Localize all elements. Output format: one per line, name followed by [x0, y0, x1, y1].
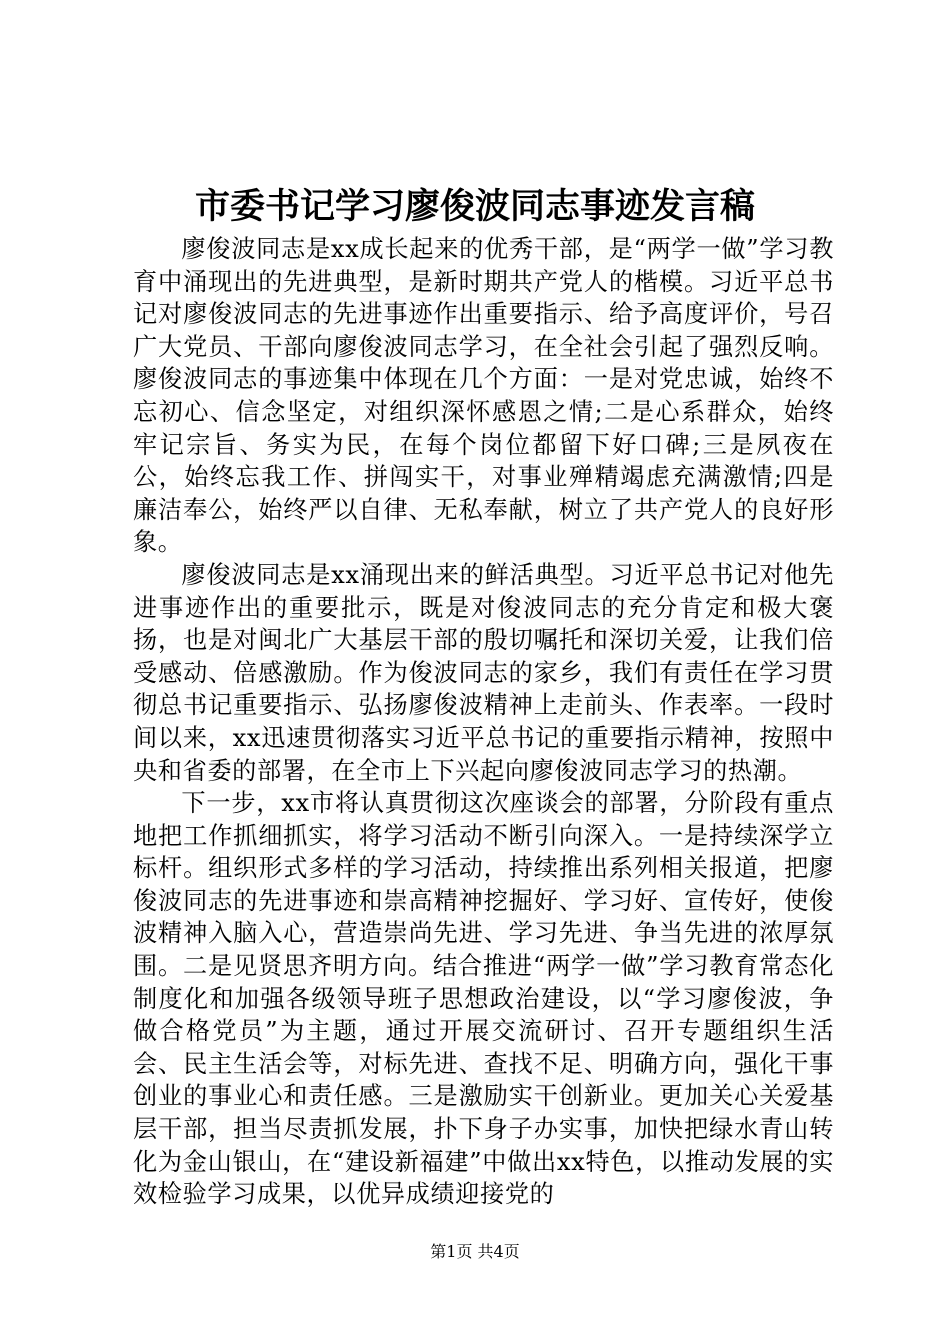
paragraph-2: 廖俊波同志是xx涌现出来的鲜活典型。习近平总书记对他先进事迹作出的重要批示，既是对俊波同志的充分肯定和极大褒扬，也是对闽北广大基层干部的殷切嘱托和深切关爱，让我们倍受感动、倍感激励。作为俊波同志的家乡，我们有责任在学习贯彻总书记重要指示、弘扬廖俊波精神上走前头、作表率。一段时间以来，xx迅速贯彻落实习近平总书记的重要指示精神，按照中央和省委的部署，在全市上下兴起向廖俊波同志学习的热潮。 [133, 560, 834, 785]
paragraph-3: 下一步，xx市将认真贯彻这次座谈会的部署，分阶段有重点地把工作抓细抓实，将学习活动不断引向深入。一是持续深学立标杆。组织形式多样的学习活动，持续推出系列相关报道，把廖俊波同志的先进事迹和崇高精神挖掘好、学习好、宣传好，使俊波精神入脑入心，营造崇尚先进、学习先进、争当先进的浓厚氛围。二是见贤思齐明方向。结合推进“两学一做”学习教育常态化制度化和加强各级领导班子思想政治建设，以“学习廖俊波，争做合格党员”为主题，通过开展交流研讨、召开专题组织生活会、民主生活会等，对标先进、查找不足、明确方向，强化干事创业的事业心和责任感。三是激励实干创新业。更加关心关爱基层干部，担当尽责抓发展，扑下身子办实事，加快把绿水青山转化为金山银山，在“建设新福建”中做出xx特色，以推动发展的实效检验学习成果，以优异成绩迎接党的 [133, 789, 834, 1209]
document-title: 市委书记学习廖俊波同志事迹发言稿 [194, 186, 755, 227]
document-body [133, 233, 834, 1211]
paragraph-1: 廖俊波同志是xx成长起来的优秀干部，是“两学一做”学习教育中涌现出的先进典型，是新时期共产党人的楷模。习近平总书记对廖俊波同志的先进事迹作出重要指示、给予高度评价，号召广大党员、干部向廖俊波同志学习，在全社会引起了强烈反响。廖俊波同志的事迹集中体现在几个方面：一是对党忠诚，始终不忘初心、信念坚定，对组织深怀感恩之情;二是心系群众，始终牢记宗旨、务实为民，在每个岗位都留下好口碑;三是夙夜在公，始终忘我工作、拼闯实干，对事业殚精竭虑充满激情;四是廉洁奉公，始终严以自律、无私奉献，树立了共产党人的良好形象。 [133, 235, 834, 557]
page-number-footer: 第1页 共4页 [430, 1242, 520, 1261]
